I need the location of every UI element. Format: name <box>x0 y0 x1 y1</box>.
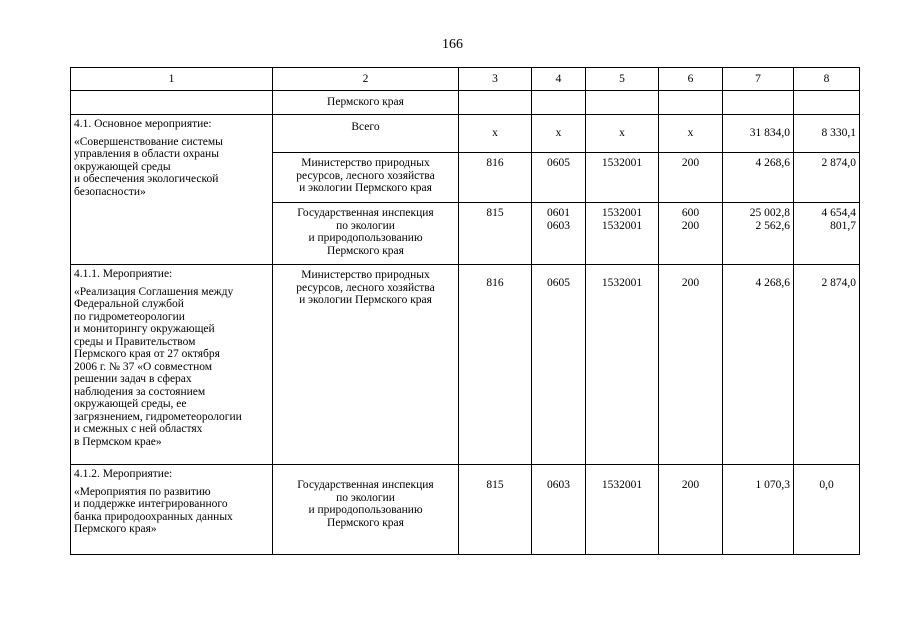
item-title: 4.1.2. Мероприятие: <box>74 468 173 480</box>
item-title: 4.1.1. Мероприятие: <box>74 268 173 280</box>
header-cell-7: 7 <box>723 68 794 91</box>
item-4-1-2-description <box>71 465 273 555</box>
row-total-col2: Всего <box>273 115 459 153</box>
header-cell-8: 8 <box>794 68 860 91</box>
header-cell-1: 1 <box>71 68 273 91</box>
table-row: 4.1.1. Мероприятие: «Реализация Соглашения между Федеральной службой по гидрометеорологии и мониторингу окружающей среды и Правительством Пермского края от 27 октября 2006 г. № 37 «О совместном решении задач в сферах наблюдения за состоянием окружающей среды, ее загрязнением, гидрометеорологии и смежных с ней областях в Пермском крае» Министерство природных ресурсов, лесного хозяйства и экологии Пермского края 816 0605 1532001 200 4 268,6 2 874,0 <box>71 265 860 465</box>
item-body: «Мероприятия по развитию и поддержке интегрированного банка природоохранных данных Пермского края» <box>74 485 233 535</box>
item-4-1-1-description <box>71 265 273 465</box>
item-body: «Реализация Соглашения между Федеральной службой по гидрометеорологии и мониторингу окружающей среды и Правительством Пермского края от 27 октября 2006 г. № 37 «О совместном решении задач в сферах наблюдения за состоянием окружающей среды, ее загрязнением, гидрометеорологии и смежных с ней областях в Пермском крае» <box>74 285 242 448</box>
header-cell-3: 3 <box>459 68 532 91</box>
continuation-row <box>71 91 860 115</box>
item-title: 4.1. Основное мероприятие: <box>74 118 212 130</box>
page-number: 166 <box>442 37 463 52</box>
budget-table <box>70 67 860 555</box>
table-row: 4.1. Основное мероприятие: «Совершенствование системы управления в области охраны окружающей среды и обеспечения экологической безопасности» Всего х х х х 31 834,0 8 330,1 <box>71 115 860 153</box>
header-cell-4: 4 <box>532 68 586 91</box>
table-row: Министерство природных ресурсов, лесного хозяйства и экологии Пермского края 816 0605 1532001 200 4 268,6 2 874,0 <box>71 153 860 203</box>
header-row <box>71 68 860 91</box>
continuation-col2: Пермского края <box>273 91 459 115</box>
header-cell-5: 5 <box>586 68 659 91</box>
table-row: Государственная инспекция по экологии и природопользованию Пермского края 815 0601 0603 1532001 1532001 600 200 25 002,8 2 562,6 4 654,4 801,7 <box>71 203 860 265</box>
item-body: «Совершенствование системы управления в области охраны окружающей среды и обеспечения экологической безопасности» <box>74 135 223 198</box>
table-row: 4.1.2. Мероприятие: «Мероприятия по развитию и поддержке интегрированного банка природоохранных данных Пермского края» Государственная инспекция по экологии и природопользованию Пермского края 815 0603 1532001 200 1 070,3 0,0 <box>71 465 860 555</box>
header-cell-6: 6 <box>659 68 723 91</box>
item-4-1-description <box>71 115 273 265</box>
header-cell-2: 2 <box>273 68 459 91</box>
